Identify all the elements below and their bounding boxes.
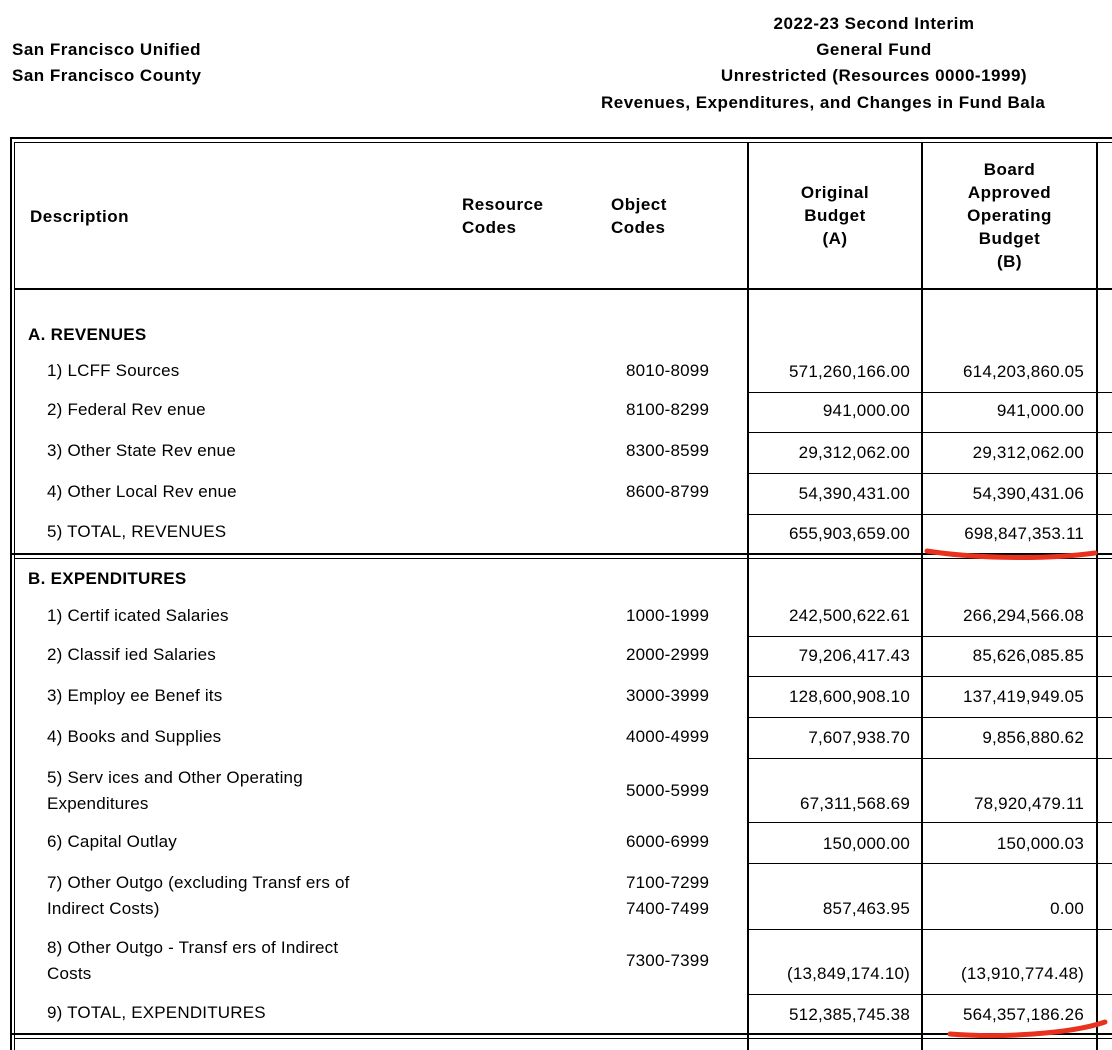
section-title-revenues: A. REVENUES bbox=[28, 325, 147, 344]
row-original-budget: 150,000.00 bbox=[822, 834, 910, 853]
row-description: 1) LCFF Sources bbox=[47, 361, 180, 380]
row-object-codes: 4000-4999 bbox=[626, 727, 710, 746]
column-header-resource-codes: Resource Codes bbox=[462, 195, 544, 237]
row-board-approved-budget: 0.00 bbox=[1050, 899, 1084, 918]
row-object-codes: 8300-8599 bbox=[626, 441, 710, 460]
row-object-codes: 7300-7399 bbox=[626, 951, 710, 970]
row-board-approved-budget: 29,312,062.00 bbox=[972, 443, 1084, 462]
row-object-codes: 5000-5999 bbox=[626, 781, 710, 800]
report-title-line-3: Unrestricted (Resources 0000-1999) bbox=[720, 66, 1028, 85]
row-description: 3) Employ ee Benef its bbox=[47, 686, 223, 705]
row-description-line-2: Indirect Costs) bbox=[47, 899, 160, 918]
row-object-codes: 6000-6999 bbox=[626, 832, 710, 851]
red-underline-annotation-revenues bbox=[915, 535, 1105, 565]
row-description: 4) Books and Supplies bbox=[47, 727, 222, 746]
row-original-budget: 941,000.00 bbox=[822, 401, 910, 420]
row-description: 2) Classif ied Salaries bbox=[47, 645, 216, 664]
row-object-codes: 2000-2999 bbox=[626, 645, 710, 664]
row-board-approved-budget: 78,920,479.11 bbox=[973, 794, 1084, 813]
row-original-budget: 571,260,166.00 bbox=[789, 362, 910, 381]
row-original-budget: 128,600,908.10 bbox=[789, 687, 910, 706]
column-header-object-codes: Object Codes bbox=[611, 195, 667, 237]
row-object-codes-line-2: 7400-7499 bbox=[626, 899, 710, 918]
row-board-approved-budget: 564,357,186.26 bbox=[963, 1005, 1084, 1024]
row-description: 5) TOTAL, REVENUES bbox=[47, 522, 227, 541]
row-original-budget: 857,463.95 bbox=[822, 899, 910, 918]
row-original-budget: 655,903,659.00 bbox=[789, 524, 910, 543]
district-name: San Francisco Unified bbox=[12, 40, 202, 59]
row-description: 4) Other Local Rev enue bbox=[47, 482, 237, 501]
row-description: 2) Federal Rev enue bbox=[47, 400, 206, 419]
row-description: 3) Other State Rev enue bbox=[47, 441, 236, 460]
row-board-approved-budget: (13,910,774.48) bbox=[960, 964, 1084, 983]
row-board-approved-budget: 137,419,949.05 bbox=[963, 687, 1084, 706]
row-description-line-2: Costs bbox=[47, 964, 92, 983]
row-description: 9) TOTAL, EXPENDITURES bbox=[47, 1003, 266, 1022]
row-object-codes: 8010-8099 bbox=[626, 361, 710, 380]
row-board-approved-budget: 150,000.03 bbox=[996, 834, 1084, 853]
row-board-approved-budget: 85,626,085.85 bbox=[972, 646, 1084, 665]
report-title-line-4: Revenues, Expenditures, and Changes in Fund Bala bbox=[601, 93, 1046, 112]
row-object-codes: 8600-8799 bbox=[626, 482, 710, 501]
row-description-line-2: Expenditures bbox=[47, 794, 149, 813]
column-header-original-budget: Original Budget (A) bbox=[800, 183, 870, 248]
column-header-board-approved-budget: Board Approved Operating Budget (B) bbox=[967, 160, 1052, 271]
row-original-budget: 79,206,417.43 bbox=[798, 646, 910, 665]
row-description: 8) Other Outgo - Transf ers of Indirect bbox=[47, 938, 339, 957]
row-description: 6) Capital Outlay bbox=[47, 832, 178, 851]
row-object-codes: 8100-8299 bbox=[626, 400, 710, 419]
row-original-budget: 242,500,622.61 bbox=[789, 606, 910, 625]
row-original-budget: 512,385,745.38 bbox=[789, 1005, 910, 1024]
row-object-codes: 7100-7299 bbox=[626, 873, 710, 892]
row-object-codes: 1000-1999 bbox=[626, 606, 710, 625]
red-underline-annotation-expenditures bbox=[940, 1012, 1112, 1042]
county-name: San Francisco County bbox=[12, 66, 202, 85]
row-original-budget: (13,849,174.10) bbox=[786, 964, 910, 983]
row-board-approved-budget: 698,847,353.11 bbox=[964, 524, 1084, 543]
row-description: 7) Other Outgo (excluding Transf ers of bbox=[47, 873, 350, 892]
row-original-budget: 7,607,938.70 bbox=[808, 728, 910, 747]
report-title-line-2: General Fund bbox=[816, 40, 932, 59]
row-object-codes: 3000-3999 bbox=[626, 686, 710, 705]
row-board-approved-budget: 266,294,566.08 bbox=[963, 606, 1084, 625]
row-board-approved-budget: 54,390,431.06 bbox=[972, 484, 1084, 503]
row-description: 1) Certif icated Salaries bbox=[47, 606, 229, 625]
row-original-budget: 67,311,568.69 bbox=[799, 794, 910, 813]
row-board-approved-budget: 614,203,860.05 bbox=[963, 362, 1084, 381]
row-board-approved-budget: 9,856,880.62 bbox=[982, 728, 1084, 747]
row-description: 5) Serv ices and Other Operating bbox=[47, 768, 303, 787]
row-original-budget: 54,390,431.00 bbox=[798, 484, 910, 503]
column-header-description: Description bbox=[30, 207, 130, 226]
report-title-line-1: 2022-23 Second Interim bbox=[773, 14, 975, 33]
row-board-approved-budget: 941,000.00 bbox=[996, 401, 1084, 420]
section-title-expenditures: B. EXPENDITURES bbox=[28, 569, 187, 588]
row-original-budget: 29,312,062.00 bbox=[798, 443, 910, 462]
